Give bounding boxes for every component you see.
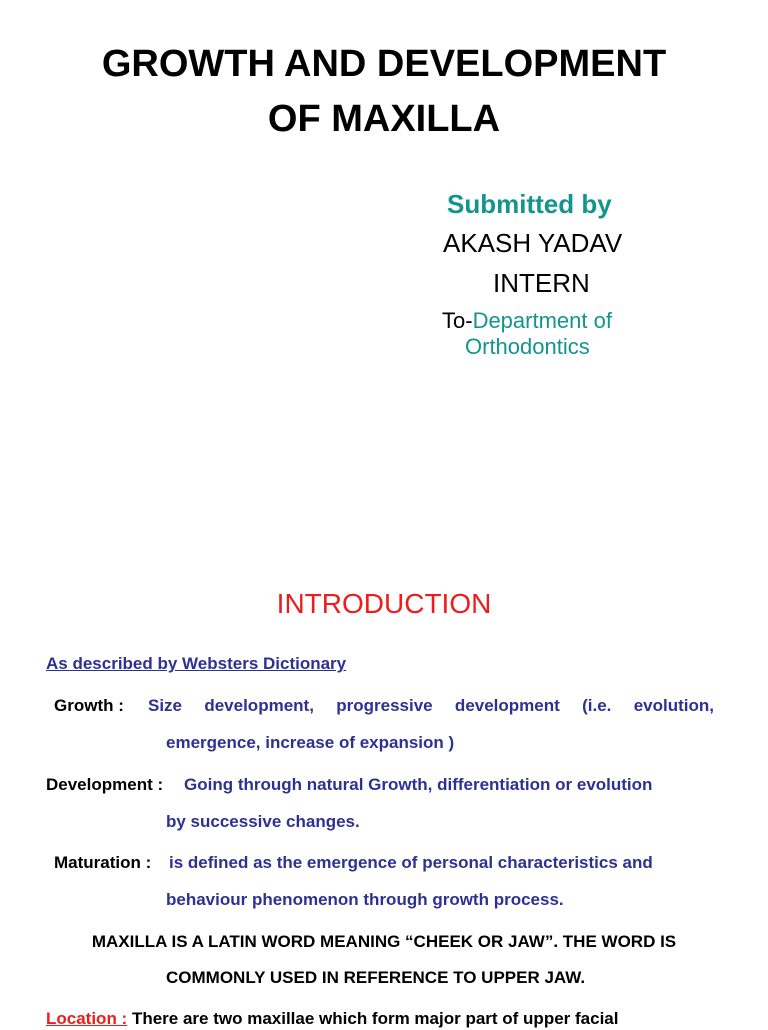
author-role: INTERN [493, 268, 590, 298]
location-text: There are two maxillae which form major part of upper facial [131, 1009, 619, 1028]
author-name: AKASH YADAV [443, 228, 623, 258]
recipient-block [442, 308, 612, 334]
definition-development-line-2: by successive changes. [166, 812, 360, 831]
term-growth: Growth : [54, 696, 124, 715]
department-line-1: Department of [472, 308, 612, 333]
definition-source: As described by Websters Dictionary [46, 654, 347, 673]
to-label: To- [442, 308, 473, 333]
definition-growth-line-2: emergence, increase of expansion ) [166, 733, 455, 752]
term-development: Development : [46, 775, 164, 794]
document-title-line-2: OF MAXILLA [267, 98, 501, 140]
location-label: Location : [46, 1009, 128, 1028]
definition-development-line-1: Going through natural Growth, differentiation or evolution [184, 775, 653, 794]
maxilla-statement-line-1: MAXILLA IS A LATIN WORD MEANING “CHEEK OR JAW”. THE WORD IS [91, 932, 677, 951]
department-line-2: Orthodontics [465, 334, 590, 359]
definition-growth-line-1: Size development, progressive development (i.e. evolution, [148, 696, 714, 715]
location-paragraph [46, 1008, 618, 1030]
maxilla-statement-line-2: COMMONLY USED IN REFERENCE TO UPPER JAW. [166, 968, 586, 987]
definition-maturation-line-1: is defined as the emergence of personal characteristics and [169, 853, 653, 872]
submitted-by-label: Submitted by [447, 189, 612, 219]
introduction-heading: INTRODUCTION [276, 588, 492, 619]
term-maturation: Maturation : [54, 853, 152, 872]
document-title-line-1: GROWTH AND DEVELOPMENT [101, 43, 667, 85]
definition-maturation-line-2: behaviour phenomenon through growth process. [166, 890, 564, 909]
